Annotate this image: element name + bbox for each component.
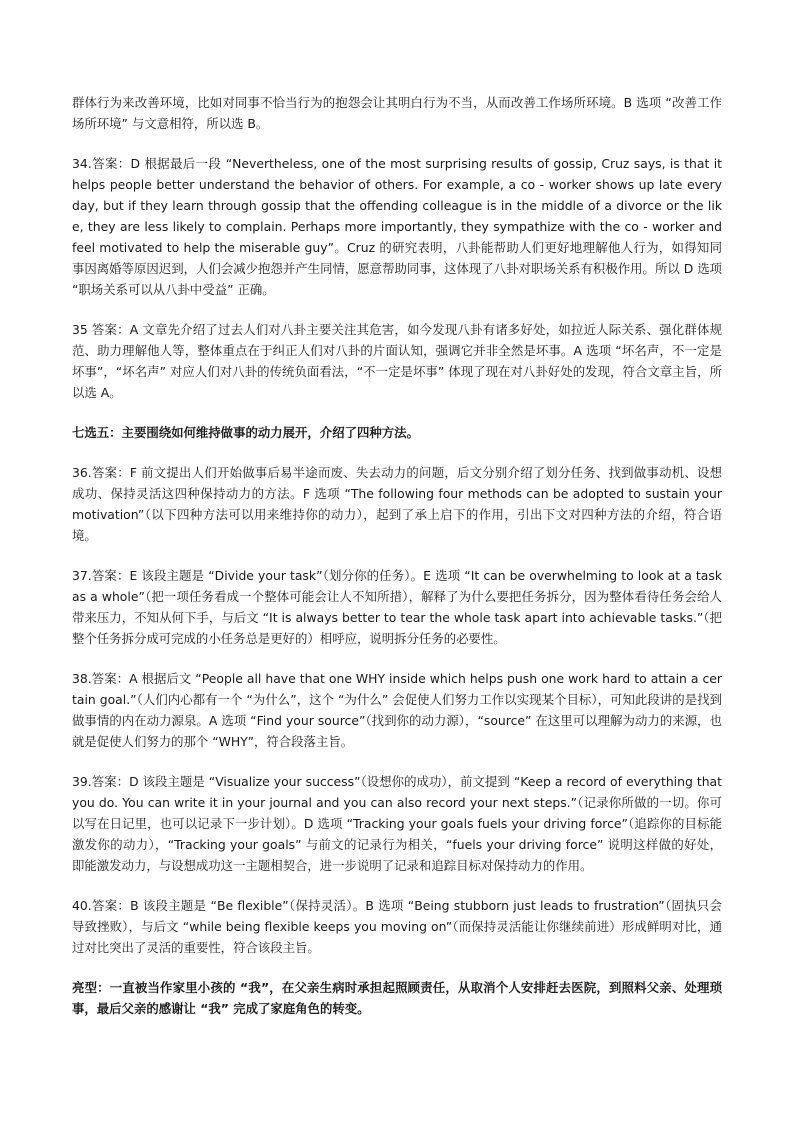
paragraph-33-continuation: 群体行为来改善环境，比如对同事不恰当行为的抱怨会让其明白行为不当，从而改善工作场所环境。B 选项 “改善工作场所环境” 与文意相符，所以选 B。 (72, 95, 722, 131)
answer-39: 39.答案：D 该段主题是 “Visualize your success”（设想你的成功），前文提到 “Keep a record of everything that you do. You can write it in your journal and you can also record your next steps.”（记录你所做的一切。你可以写在日记里，也可以记录下一步计划）。D 选项 “Tracking your goals fuels your driving force”（追踪你的目标能激发你的动力），“Tracking your goals” 与前文的记录行为相关，“fuels your driving force” 说明这样做的好处，即能激发动力，与设想成功这一主题相契合，进一步说明了记录和追踪目标对保持动力的作用。 (72, 774, 722, 873)
answer-34: 34.答案：D 根据最后一段 “Nevertheless, one of the most surprising results of gossip, Cruz says, is that it helps people better understand the behavior of others. For example, a co - worker shows up late every day, but if they learn through gossip that the offending colleague is in the middle of a divorce or the like, they are less likely to complain. Perhaps more importantly, they sympathize with the co - worker and feel motivated to help the miserable guy”。Cruz 的研究表明，八卦能帮助人们更好地理解他人行为，如得知同事因离婚等原因迟到，人们会减少抱怨并产生同情，愿意帮助同事，这体现了八卦对职场关系有积极作用。所以 D 选项 “职场关系可以从八卦中受益” 正确。 (72, 156, 722, 297)
answer-36: 36.答案：F 前文提出人们开始做事后易半途而废、失去动力的问题，后文分别介绍了划分任务、找到做事动机、设想成功、保持灵活这四种保持动力的方法。F 选项 “The following four methods can be adopted to sustain your motivation”（以下四种方法可以用来维持你的动力），起到了承上启下的作用，引出下文对四种方法的介绍，符合语境。 (72, 465, 722, 543)
seven-choose-five-heading: 七选五：主要围绕如何维持做事的动力展开，介绍了四种方法。 (72, 425, 419, 440)
writing-summary-heading: 亮型：一直被当作家里小孩的 “我”，在父亲生病时承担起照顾责任，从取消个人安排赶去医院，到照料父亲、处理琐事，最后父亲的感谢让 “我” 完成了家庭角色的转变。 (72, 980, 722, 1016)
answer-35: 35 答案：A 文章先介绍了过去人们对八卦主要关注其危害，如今发现八卦有诸多好处，如拉近人际关系、强化群体规范、助力理解他人等，整体重点在于纠正人们对八卦的片面认知，强调它并非全然是坏事。A 选项 “坏名声，不一定是坏事”，“坏名声” 对应人们对八卦的传统负面看法，“不一定是坏事” 体现了现在对八卦好处的发现，符合文章主旨，所以选 A。 (72, 322, 722, 400)
answer-40: 40.答案：B 该段主题是 “Be flexible”（保持灵活）。B 选项 “Being stubborn just leads to frustration”（固执只会导致挫败），与后文 “while being flexible keeps you moving on”（而保持灵活能让你继续前进）形成鲜明对比，通过对比突出了灵活的重要性，符合该段主旨。 (72, 898, 722, 955)
document-page (72, 92, 722, 1038)
answer-37: 37.答案：E 该段主题是 “Divide your task”（划分你的任务）。E 选项 “It can be overwhelming to look at a task as a whole”（把一项任务看成一个整体可能会让人不知所措），解释了为什么要把任务拆分，因为整体看待任务会给人带来压力，不知从何下手，与后文 “It is always better to tear the whole task apart into achievable tasks.”（把整个任务拆分成可完成的小任务总是更好的）相呼应，说明拆分任务的必要性。 (72, 568, 722, 646)
answer-38: 38.答案：A 根据后文 “People all have that one WHY inside which helps push one work hard to attain a certain goal.”（人们内心都有一个 “为什么”，这个 “为什么” 会促使人们努力工作以实现某个目标），可知此段讲的是找到做事情的内在动力源泉。A 选项 “Find your source”（找到你的动力源），“source” 在这里可以理解为动力的来源，也就是促使人们努力的那个 “WHY”，符合段落主旨。 (72, 671, 722, 749)
